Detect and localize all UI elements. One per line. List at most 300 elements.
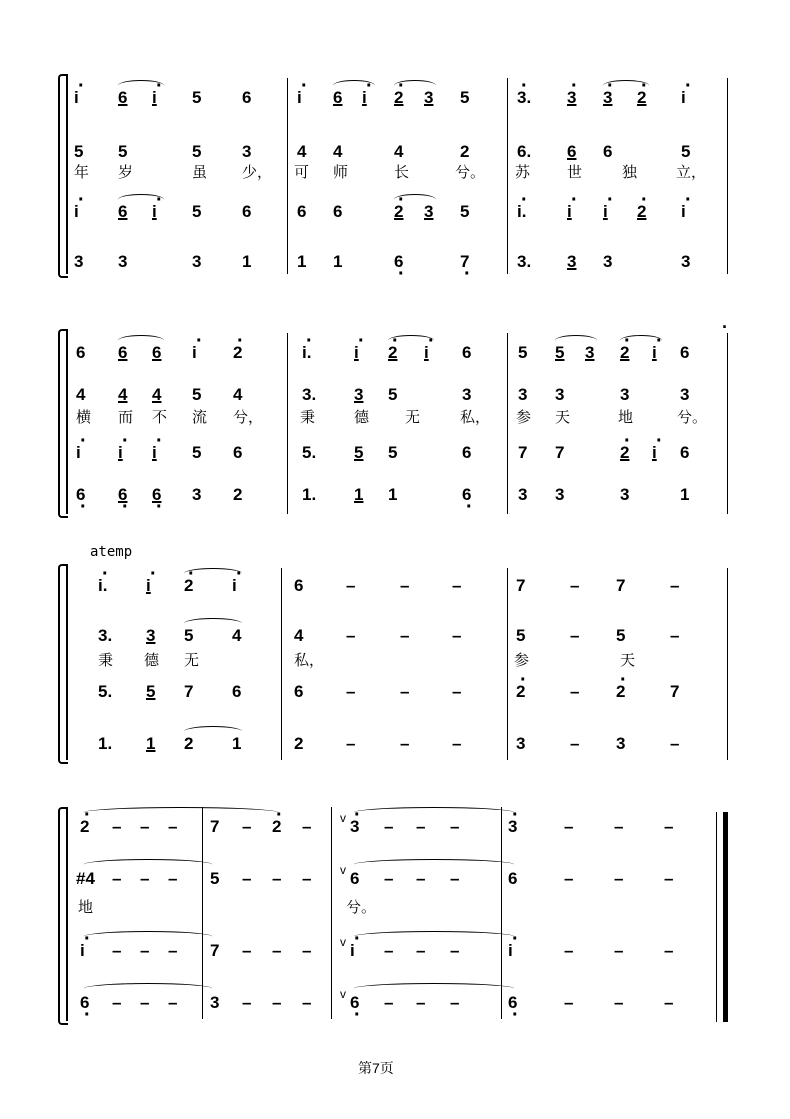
note: 6 · — [462, 485, 490, 505]
note: 3 — [462, 385, 472, 404]
lyric: 参 — [516, 409, 532, 426]
dash: – — [112, 869, 122, 888]
note: · i — [76, 443, 104, 463]
dash: – — [346, 626, 356, 645]
note: 2 — [460, 142, 470, 161]
page-number: 第7页 — [358, 1060, 394, 1076]
note: · 2 — [394, 88, 422, 108]
note: · i — [603, 202, 631, 222]
note: · i — [424, 343, 452, 363]
note: 1 — [297, 252, 307, 271]
note: 6 — [233, 443, 243, 462]
slur — [388, 335, 434, 346]
dash: – — [140, 817, 150, 836]
note: 5 — [388, 385, 398, 404]
note: 7 — [210, 817, 220, 836]
dash: – — [384, 941, 394, 960]
note: 6 — [350, 869, 360, 888]
note: 6 — [118, 202, 128, 221]
note: 3 — [192, 485, 202, 504]
note: 3 — [74, 252, 84, 271]
voice-2 — [0, 385, 790, 409]
lyrics-row — [0, 652, 790, 676]
lyrics-row — [0, 409, 790, 433]
note: 4 — [76, 385, 86, 404]
lyric: 师 — [333, 164, 349, 181]
voice-4 — [0, 734, 790, 758]
dash: – — [416, 993, 426, 1012]
voice-1 — [0, 88, 790, 112]
note: · i — [681, 88, 709, 108]
lyric: 岁 — [118, 164, 134, 181]
note: · i — [681, 202, 709, 222]
lyrics-row — [0, 164, 790, 188]
note: · 2 — [388, 343, 416, 363]
note: · 2 — [516, 682, 544, 702]
dash: – — [564, 993, 574, 1012]
note: 6 — [232, 682, 242, 701]
note: 5 — [460, 202, 470, 221]
voice-1 — [0, 576, 790, 600]
note: 6 · — [152, 485, 180, 505]
voice-2 — [0, 863, 790, 893]
note: 5 — [555, 343, 565, 362]
note: · 3 — [508, 817, 536, 837]
dash: – — [400, 682, 410, 701]
lyric: 私， — [294, 652, 325, 669]
note: · i — [80, 941, 108, 961]
dash: – — [450, 993, 460, 1012]
note: 1 — [388, 485, 398, 504]
note: 6 — [294, 682, 304, 701]
note: 3. — [98, 626, 113, 645]
note: 3. — [517, 252, 532, 271]
note: 6 — [603, 142, 613, 161]
note: 3 — [603, 252, 613, 271]
slur — [333, 80, 375, 91]
note: · i — [652, 443, 680, 463]
lyric: 天 — [555, 409, 571, 426]
dash: – — [664, 817, 674, 836]
dash: – — [384, 993, 394, 1012]
breath-mark: v — [340, 811, 346, 825]
dash: – — [346, 682, 356, 701]
note: · i — [118, 443, 146, 463]
dash: – — [346, 734, 356, 753]
note: 5 — [516, 626, 526, 645]
dash: – — [242, 993, 252, 1012]
note: 5 — [681, 142, 691, 161]
note: 6 — [508, 869, 518, 888]
note: 1 — [146, 734, 156, 753]
note: 3 — [620, 485, 630, 504]
note: · i — [152, 202, 180, 222]
note: 1 — [242, 252, 252, 271]
lyric: 独 — [622, 164, 638, 181]
lyric: 兮。 — [346, 899, 377, 916]
system-1 — [0, 70, 790, 280]
note: · 3. — [517, 88, 545, 108]
note: · i — [74, 202, 102, 222]
note: · i — [297, 88, 325, 108]
dash: – — [168, 941, 178, 960]
slur — [603, 80, 649, 91]
dash: – — [614, 817, 624, 836]
note: 6 — [567, 142, 577, 161]
slur — [118, 80, 164, 91]
slur — [184, 618, 242, 629]
note: 3 — [620, 385, 630, 404]
lyric: 秉 — [300, 409, 316, 426]
note: 5 — [192, 88, 202, 107]
note: · i — [652, 343, 680, 363]
note: 7 — [516, 576, 526, 595]
note: 5 — [192, 385, 202, 404]
note: 3 — [516, 734, 526, 753]
note: 6 — [333, 202, 343, 221]
note: 3 — [680, 385, 690, 404]
slur — [620, 335, 662, 346]
note: 3 — [146, 626, 156, 645]
note: 7 — [555, 443, 565, 462]
lyric: 横 — [76, 409, 92, 426]
dash: – — [564, 817, 574, 836]
system-4 — [0, 805, 790, 1025]
note: 3 — [354, 385, 364, 404]
lyric: 地 — [78, 899, 94, 916]
dash: – — [614, 941, 624, 960]
lyric: 秉 — [98, 652, 114, 669]
note: #4 — [76, 869, 95, 888]
lyric: 少， — [242, 164, 273, 181]
note: 6 — [462, 443, 472, 462]
dash: – — [272, 869, 282, 888]
lyric: 地 — [618, 409, 634, 426]
voice-4 — [0, 252, 790, 276]
dash: – — [302, 817, 312, 836]
dash: – — [670, 734, 680, 753]
note: · 2 — [637, 202, 665, 222]
note: 5 — [460, 88, 470, 107]
slur — [184, 568, 242, 579]
voice-3 — [0, 443, 790, 467]
dash: – — [670, 626, 680, 645]
note: 4 — [233, 385, 243, 404]
dash: – — [272, 993, 282, 1012]
lyric: 参 — [514, 652, 530, 669]
note: 6 · — [508, 993, 536, 1013]
note: · i. — [98, 576, 126, 596]
note: 5. — [302, 443, 317, 462]
dash: – — [452, 626, 462, 645]
note: 5 — [184, 626, 194, 645]
note: 6 — [680, 443, 690, 462]
note: 1. — [302, 485, 317, 504]
slur — [118, 194, 164, 205]
dash: – — [564, 941, 574, 960]
note: · 2 — [80, 817, 108, 837]
note: · i — [508, 941, 536, 961]
dash: – — [242, 817, 252, 836]
slur — [84, 931, 212, 942]
voice-2 — [0, 626, 790, 650]
note: 6 — [242, 88, 252, 107]
lyric: 虽 — [192, 164, 208, 181]
note: 4 — [297, 142, 307, 161]
dash: – — [302, 941, 312, 960]
dash: – — [664, 993, 674, 1012]
slur — [354, 931, 514, 942]
note: 4 — [394, 142, 404, 161]
lyric: 长 — [394, 164, 410, 181]
note: · 2 — [616, 682, 644, 702]
dash: – — [416, 941, 426, 960]
note: 6 · — [118, 485, 146, 505]
note: 3 — [681, 252, 691, 271]
note: 7 — [518, 443, 528, 462]
tempo-marking: atemp — [90, 544, 133, 560]
note: 5 — [210, 869, 220, 888]
note: 6 — [152, 343, 162, 362]
dash: – — [112, 941, 122, 960]
note: 3 — [424, 202, 434, 221]
note: · i — [152, 88, 180, 108]
note: 2 — [294, 734, 304, 753]
slur — [184, 726, 242, 737]
lyric: 而 — [118, 409, 134, 426]
note: 3 — [567, 252, 577, 271]
dash: – — [570, 734, 580, 753]
note: 5 — [518, 343, 528, 362]
dash: – — [450, 869, 460, 888]
breath-mark: v — [340, 935, 346, 949]
dash: – — [564, 869, 574, 888]
note: 6 — [294, 576, 304, 595]
note: 5 — [192, 202, 202, 221]
note: 5 — [192, 142, 202, 161]
lyric: 兮， — [233, 409, 264, 426]
lyric: 私， — [460, 409, 491, 426]
note: 1 — [232, 734, 242, 753]
note: 5 — [192, 443, 202, 462]
note: · i — [192, 343, 220, 363]
note: 3 — [616, 734, 626, 753]
voice-1 — [0, 343, 790, 367]
note: 5 — [354, 443, 364, 462]
dash: – — [168, 993, 178, 1012]
note: 6 — [118, 343, 128, 362]
fermata-mark: · — [722, 317, 728, 337]
note: 3 — [242, 142, 252, 161]
note: 3 — [118, 252, 128, 271]
slur — [354, 983, 514, 994]
dash: – — [400, 734, 410, 753]
note: 4 — [232, 626, 242, 645]
lyric: 立， — [676, 164, 707, 181]
voice-3 — [0, 682, 790, 706]
note: 6 — [333, 88, 343, 107]
note: · 3 — [603, 88, 631, 108]
lyric: 天 — [620, 652, 636, 669]
note: 4 — [152, 385, 162, 404]
lyric: 不 — [152, 409, 168, 426]
note: 6 — [462, 343, 472, 362]
note: · i — [350, 941, 378, 961]
note: 3 — [585, 343, 595, 362]
lyric: 德 — [144, 652, 160, 669]
lyrics-row — [0, 899, 790, 923]
slur — [84, 807, 278, 818]
note: 3 — [555, 485, 565, 504]
note: 3 — [555, 385, 565, 404]
note: 6. — [517, 142, 532, 161]
note: · i — [232, 576, 260, 596]
voice-4 — [0, 485, 790, 509]
dash: – — [570, 682, 580, 701]
dash: – — [452, 734, 462, 753]
dash: – — [452, 576, 462, 595]
note: 1 — [680, 485, 690, 504]
lyric: 兮。 — [455, 164, 486, 181]
dash: – — [384, 869, 394, 888]
dash: – — [400, 576, 410, 595]
dash: – — [242, 941, 252, 960]
note: 4 — [294, 626, 304, 645]
note: 3 — [424, 88, 434, 107]
system-3 — [0, 560, 790, 765]
breath-mark: v — [340, 863, 346, 877]
note: · 2 — [233, 343, 261, 363]
note: 1. — [98, 734, 113, 753]
dash: – — [670, 576, 680, 595]
slur — [555, 335, 597, 346]
note: 5 — [146, 682, 156, 701]
note: · 2 — [637, 88, 665, 108]
note: 3 — [210, 993, 220, 1012]
slur — [394, 194, 436, 205]
dash: – — [346, 576, 356, 595]
note: · i. — [302, 343, 330, 363]
note: · i. — [517, 202, 545, 222]
dash: – — [302, 993, 312, 1012]
dash: – — [140, 869, 150, 888]
note: 7 · — [460, 252, 488, 272]
dash: – — [302, 869, 312, 888]
lyric: 无 — [184, 652, 200, 669]
dash: – — [112, 993, 122, 1012]
slur — [84, 983, 212, 994]
voice-3 — [0, 202, 790, 226]
lyric: 世 — [567, 164, 583, 181]
note: 6 · — [80, 993, 108, 1013]
lyric: 无 — [405, 409, 421, 426]
note: 3 — [518, 485, 528, 504]
slur — [84, 859, 212, 870]
note: · i — [146, 576, 174, 596]
dash: – — [452, 682, 462, 701]
note: · 2 — [272, 817, 300, 837]
dash: – — [570, 576, 580, 595]
dash: – — [242, 869, 252, 888]
note: 4 — [118, 385, 128, 404]
note: · i — [354, 343, 382, 363]
slur — [354, 859, 514, 870]
dash: – — [570, 626, 580, 645]
dash: – — [168, 869, 178, 888]
note: 6 — [76, 343, 86, 362]
note: · 2 — [620, 443, 648, 463]
note: · 3 — [567, 88, 595, 108]
lyric: 年 — [74, 164, 90, 181]
note: 6 · — [350, 993, 378, 1013]
note: · 2 — [394, 202, 422, 222]
note: 5 — [74, 142, 84, 161]
slur — [354, 807, 514, 818]
note: 5 — [118, 142, 128, 161]
lyric: 兮。 — [677, 409, 708, 426]
lyric: 可 — [294, 164, 310, 181]
slur — [118, 335, 164, 346]
breath-mark: v — [340, 987, 346, 1001]
note: · 2 — [620, 343, 648, 363]
dash: – — [140, 993, 150, 1012]
note: 5 — [388, 443, 398, 462]
lyric: 苏 — [515, 164, 531, 181]
dash: – — [416, 869, 426, 888]
lyric: 德 — [354, 409, 370, 426]
dash: – — [168, 817, 178, 836]
note: 7 — [184, 682, 194, 701]
note: 5. — [98, 682, 113, 701]
dash: – — [664, 869, 674, 888]
note: 6 — [118, 88, 128, 107]
note: 6 — [297, 202, 307, 221]
dash: – — [614, 993, 624, 1012]
dash: – — [400, 626, 410, 645]
note: 7 — [616, 576, 626, 595]
note: · i — [152, 443, 180, 463]
note: · i — [362, 88, 390, 108]
note: 7 — [210, 941, 220, 960]
note: 1 — [333, 252, 343, 271]
dash: – — [450, 941, 460, 960]
note: 2 — [184, 734, 194, 753]
note: 5 — [616, 626, 626, 645]
voice-3 — [0, 935, 790, 965]
note: 3 — [192, 252, 202, 271]
system-2 — [0, 317, 790, 520]
note: 4 — [333, 142, 343, 161]
dash: – — [272, 941, 282, 960]
dash: – — [112, 817, 122, 836]
note: · i — [567, 202, 595, 222]
lyric: 流 — [192, 409, 208, 426]
note: · 3 — [350, 817, 378, 837]
voice-2 — [0, 142, 790, 166]
dash: – — [450, 817, 460, 836]
note: 6 — [680, 343, 690, 362]
note: 2 — [233, 485, 243, 504]
note: · i — [74, 88, 102, 108]
dash: – — [614, 869, 624, 888]
note: 6 · — [76, 485, 104, 505]
dash: – — [140, 941, 150, 960]
note: 1 — [354, 485, 364, 504]
note: 3. — [302, 385, 317, 404]
dash: – — [416, 817, 426, 836]
note: 3 — [518, 385, 528, 404]
voice-4 — [0, 987, 790, 1017]
